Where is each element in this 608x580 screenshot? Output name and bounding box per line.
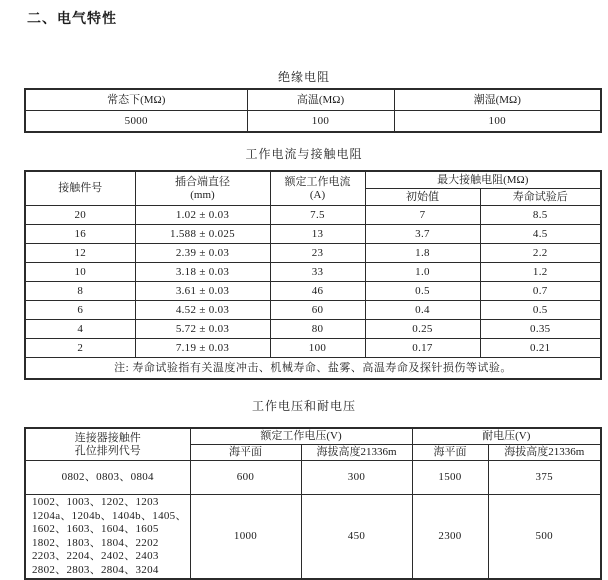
withstand-altitude: 500 xyxy=(488,495,601,580)
diameter: 3.18 ± 0.03 xyxy=(135,263,270,282)
after-life-value: 8.5 xyxy=(480,206,601,225)
header-rated-current xyxy=(270,171,365,206)
diameter: 1.588 ± 0.025 xyxy=(135,225,270,244)
code-line: 1602、1603、1604、1605 xyxy=(32,523,159,535)
header-arrangement-codes-line1: 连接器接触件 xyxy=(74,431,141,444)
contact-no: 10 xyxy=(25,263,135,282)
rated-current: 100 xyxy=(270,339,365,358)
header-sea-level-withstand: 海平面 xyxy=(412,445,488,461)
table-row xyxy=(25,461,601,495)
table-row xyxy=(25,495,601,580)
withstand-sea-level: 2300 xyxy=(412,495,488,580)
header-diameter-line1: 插合端直径 xyxy=(175,175,230,188)
header-rated-current-line1: 额定工作电流 xyxy=(284,175,351,188)
header-altitude-rated: 海拔高度21336m xyxy=(301,445,412,461)
header-rated-current-line2: (A) xyxy=(309,188,326,201)
initial-value: 0.17 xyxy=(365,339,480,358)
code-line: 2203、2204、2402、2403 xyxy=(32,550,159,562)
after-life-value: 0.5 xyxy=(480,301,601,320)
header-arrangement-codes xyxy=(25,428,190,461)
header-max-resistance-group: 最大接触电阻(MΩ) xyxy=(365,171,601,189)
header-diameter-line2: (mm) xyxy=(190,188,215,201)
contact-no: 12 xyxy=(25,244,135,263)
contact-no: 8 xyxy=(25,282,135,301)
rated-current: 7.5 xyxy=(270,206,365,225)
rated-altitude: 450 xyxy=(301,495,412,580)
table-header-row xyxy=(25,171,601,189)
rated-sea-level: 600 xyxy=(190,461,301,495)
voltage-table xyxy=(24,427,602,580)
life-test-note: 注: 寿命试验指有关温度冲击、机械寿命、盐雾、高温寿命及探针损伤等试验。 xyxy=(25,358,601,380)
code-line: 1802、1803、1804、2202 xyxy=(32,536,159,549)
table-row xyxy=(25,111,601,133)
table-header-row xyxy=(25,428,601,445)
after-life-value: 2.2 xyxy=(480,244,601,263)
header-after-life-test: 寿命试验后 xyxy=(480,189,601,206)
initial-value: 3.7 xyxy=(365,225,480,244)
header-arrangement-codes-line2: 孔位排列代号 xyxy=(74,444,141,457)
table-note-row xyxy=(25,358,601,380)
value-humidity: 100 xyxy=(394,111,601,133)
diameter: 7.19 ± 0.03 xyxy=(135,339,270,358)
after-life-value: 0.21 xyxy=(480,339,601,358)
header-high-temp: 高温(MΩ) xyxy=(247,89,394,111)
initial-value: 1.0 xyxy=(365,263,480,282)
table-row xyxy=(25,282,601,301)
value-normal-condition: 5000 xyxy=(25,111,247,133)
header-sea-level-rated: 海平面 xyxy=(190,445,301,461)
insulation-table xyxy=(24,88,602,133)
table-row xyxy=(25,244,601,263)
code-line: 1204a、1204b、1404b、1405、 xyxy=(32,509,187,522)
arrangement-codes: 0802、0803、0804 xyxy=(25,461,190,495)
arrangement-codes xyxy=(25,495,190,580)
header-diameter xyxy=(135,171,270,206)
contact-no: 6 xyxy=(25,301,135,320)
after-life-value: 1.2 xyxy=(480,263,601,282)
rated-altitude: 300 xyxy=(301,461,412,495)
table-row xyxy=(25,301,601,320)
diameter: 3.61 ± 0.03 xyxy=(135,282,270,301)
table-row xyxy=(25,206,601,225)
header-rated-voltage-group: 额定工作电压(V) xyxy=(190,428,412,445)
after-life-value: 0.7 xyxy=(480,282,601,301)
table-header-row xyxy=(25,89,601,111)
current-resistance-table xyxy=(24,170,602,380)
withstand-sea-level: 1500 xyxy=(412,461,488,495)
table-row xyxy=(25,320,601,339)
header-humidity: 潮湿(MΩ) xyxy=(394,89,601,111)
contact-no: 16 xyxy=(25,225,135,244)
diameter: 2.39 ± 0.03 xyxy=(135,244,270,263)
after-life-value: 0.35 xyxy=(480,320,601,339)
initial-value: 0.5 xyxy=(365,282,480,301)
table-row xyxy=(25,263,601,282)
insulation-table-caption: 绝缘电阻 xyxy=(277,70,330,84)
header-withstand-voltage-group: 耐电压(V) xyxy=(412,428,601,445)
contact-no: 2 xyxy=(25,339,135,358)
code-line: 2802、2803、2804、3204 xyxy=(32,563,159,576)
initial-value: 0.25 xyxy=(365,320,480,339)
code-line: 1002、1003、1202、1203 xyxy=(32,496,159,508)
current-table-caption: 工作电流与接触电阻 xyxy=(245,147,363,161)
rated-current: 13 xyxy=(270,225,365,244)
rated-current: 60 xyxy=(270,301,365,320)
initial-value: 0.4 xyxy=(365,301,480,320)
table-row xyxy=(25,225,601,244)
initial-value: 7 xyxy=(365,206,480,225)
header-altitude-withstand: 海拔高度21336m xyxy=(488,445,601,461)
header-contact-no: 接触件号 xyxy=(25,171,135,206)
rated-current: 80 xyxy=(270,320,365,339)
diameter: 4.52 ± 0.03 xyxy=(135,301,270,320)
initial-value: 1.8 xyxy=(365,244,480,263)
table-row xyxy=(25,339,601,358)
withstand-altitude: 375 xyxy=(488,461,601,495)
contact-no: 20 xyxy=(25,206,135,225)
diameter: 1.02 ± 0.03 xyxy=(135,206,270,225)
page-title: 二、电气特性 xyxy=(27,10,117,26)
rated-current: 23 xyxy=(270,244,365,263)
header-initial-value: 初始值 xyxy=(365,189,480,206)
contact-no: 4 xyxy=(25,320,135,339)
diameter: 5.72 ± 0.03 xyxy=(135,320,270,339)
header-normal-condition: 常态下(MΩ) xyxy=(25,89,247,111)
voltage-table-caption: 工作电压和耐电压 xyxy=(251,399,356,413)
rated-current: 46 xyxy=(270,282,365,301)
rated-sea-level: 1000 xyxy=(190,495,301,580)
rated-current: 33 xyxy=(270,263,365,282)
value-high-temp: 100 xyxy=(247,111,394,133)
after-life-value: 4.5 xyxy=(480,225,601,244)
